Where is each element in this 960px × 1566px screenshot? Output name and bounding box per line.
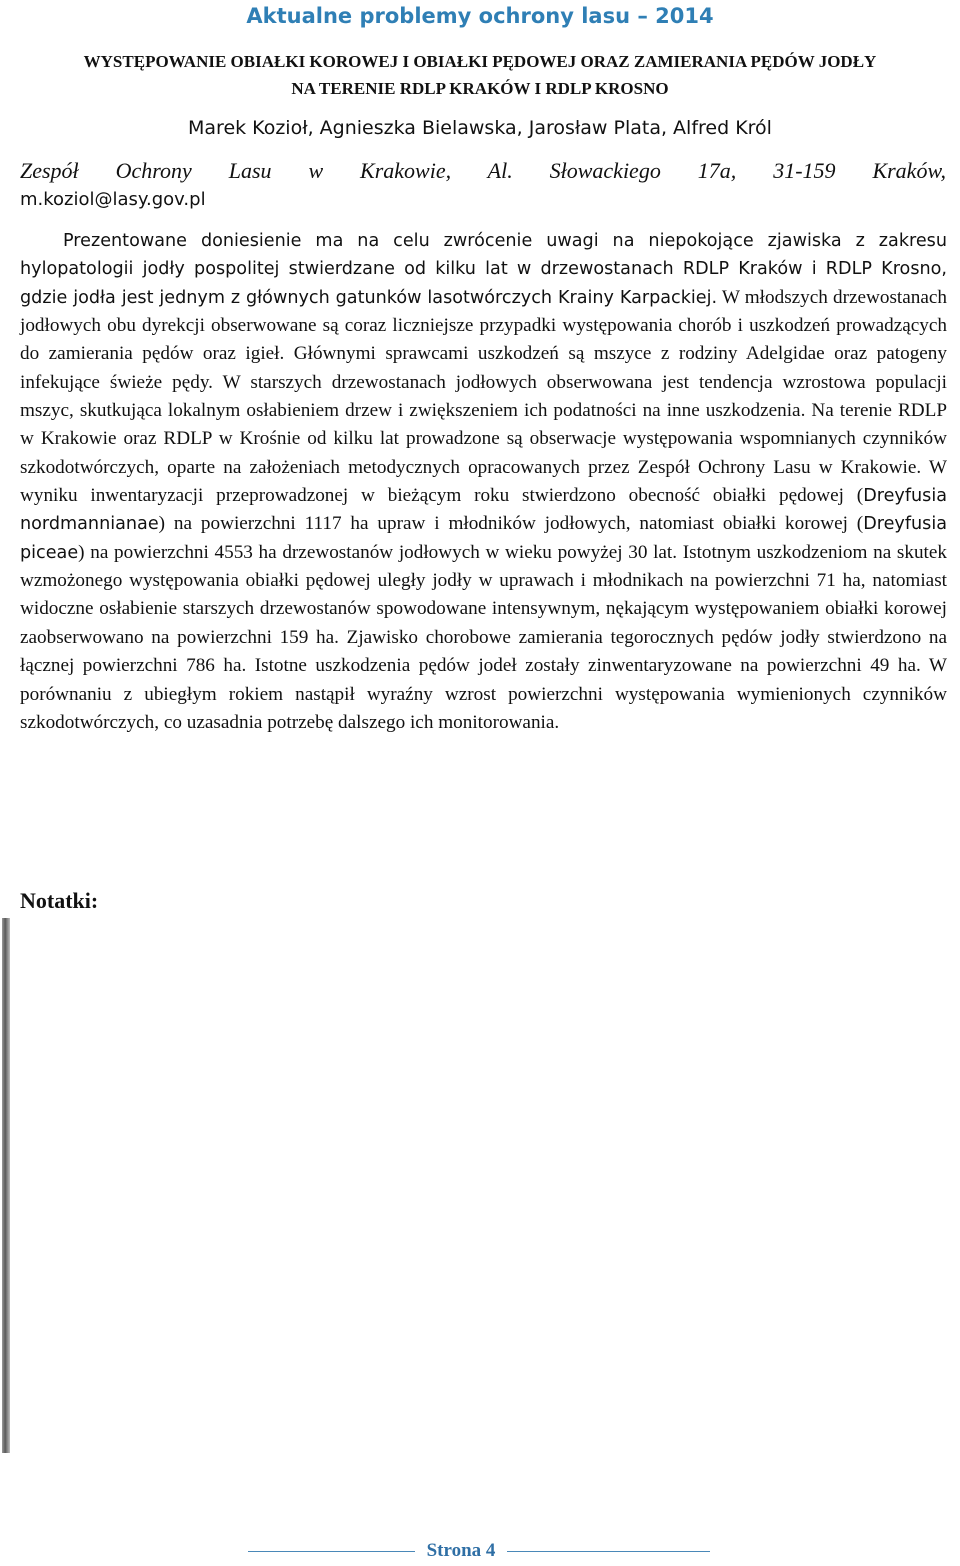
species-name-piceae: Dreyfusia piceae <box>20 514 947 563</box>
abstract-body: W młodszych drzewostanach jodłowych obu dyrekcji obserwowane są coraz liczniejsze przypadki występowania chorób i uszkodzeń prowadzących do zamierania pędów oraz igieł. Głównymi sprawcami uszkodzeń są mszyce z rodziny Adelgidae oraz patogeny infekujące świeże pędy. W starszych drzewostanach jodłowych obserwowana jest tendencja wzrostowa populacji mszyc, skutkująca lokalnym osłabieniem drzew i zwiększeniem ich podatności na inne uszkodzenia. Na terenie RDLP w Krakowie oraz RDLP w Krośnie od kilku lat prowadzone są obserwacje występowania wspomnianych czynników szkodotwórczych, oparte na założeniach metodycznych opracowanych przez Zespół Ochrony Lasu w Krakowie. W wyniku inwentaryzacji przeprowadzonej w bieżącym roku stwierdzono obecność obiałki pędowej ( <box>20 286 947 507</box>
paper-title-line-2: NA TERENIE RDLP KRAKÓW I RDLP KROSNO <box>291 79 669 98</box>
species-name-nordmannianae: Dreyfusia nordmannianae <box>20 486 947 535</box>
notes-margin-bar <box>2 918 10 1453</box>
authors: Marek Kozioł, Agnieszka Bielawska, Jarosław Plata, Alfred Król <box>188 117 772 139</box>
email-link[interactable]: m.koziol@lasy.gov.pl <box>20 189 206 210</box>
abstract-sentence-intro: Prezentowane doniesienie ma na celu zwrócenie uwagi na niepokojące zjawiska z zakresu hylopatologii jodły pospolitej stwierdzane od kilku lat w drzewostanach RDLP Kraków i RDLP Krosno, gdzie jodła jest jednym z głównych gatunków lasotwórczych Krainy Karpackiej. <box>20 231 947 308</box>
abstract-body-2: ) na powierzchni 1117 ha upraw i młodników jodłowych, natomiast obiałki korowej ( <box>158 513 864 535</box>
paper-title <box>20 48 940 102</box>
paper-title-line-1: WYSTĘPOWANIE OBIAŁKI KOROWEJ I OBIAŁKI PĘDOWEJ ORAZ ZAMIERANIA PĘDÓW JODŁY <box>83 52 877 71</box>
running-header: Aktualne problemy ochrony lasu – 2014 <box>246 4 714 28</box>
abstract-body-3: ) na powierzchni 4553 ha drzewostanów jodłowych w wieku powyżej 30 lat. Istotnym uszkodzeniom na skutek wzmożonego występowania obiałki pędowej uległy jodły w uprawach i młodnikach na powierzchni 71 ha, natomiast widoczne osłabienie starszych drzewostanów spowodowane intensywnym, nękającym występowaniem obiałki korowej zaobserwowano na powierzchni 159 ha. Zjawisko chorobowe zamierania tegorocznych pędów jodły stwierdzono na łącznej powierzchni 786 ha. Istotne uszkodzenia pędów jodeł zostały zinwentaryzowane na powierzchni 49 ha. W porównaniu z ubiegłym rokiem nastąpił wyraźny wzrost powierzchni występowania wymienionych czynników szkodotwórczych, co uzasadnia potrzebę dalszego ich monitorowania. <box>20 541 947 733</box>
abstract-paragraph <box>20 227 947 737</box>
page-number: Strona 4 <box>415 1538 507 1564</box>
affiliation: Zespół Ochrony Lasu w Krakowie, Al. Słowackiego 17a, 31-159 Kraków, <box>20 158 946 183</box>
notes-label: Notatki: <box>20 888 99 913</box>
